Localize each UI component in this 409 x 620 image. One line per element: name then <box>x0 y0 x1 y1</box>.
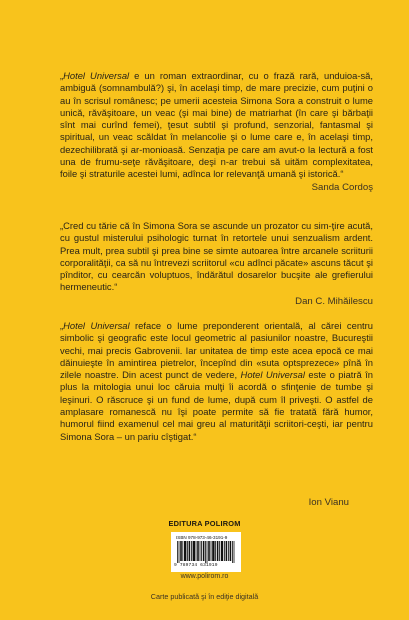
quote-3-body-part-2: este o piatră în plus la mitologia unui loc căruia mulţi îi acordă o sfinţenie de tumbe şi leşinuri. O răscruce şi un fund de lume, după cum îl priveşti. O astfel de amplasare romanescă nu îşi poate permite să fie tratată fără humor, humorul fiind examenul cel mai greu al maturităţii scriitori-ceşti, iar pentru Simona Sora – un pariu cîştigat.“ <box>60 369 373 442</box>
publisher-website: www.polirom.ro <box>180 573 229 580</box>
quote-3-opening: „ <box>60 320 64 331</box>
isbn-barcode <box>171 532 241 572</box>
quote-3-body-part-1: reface o lume preponderent orientală, al cărei centru simbolic şi geografic este locul geometric al pasiunilor noastre, Bucureştii vechi, mai precis Gabrovenii. Iar unitatea de timp este acea epocă ce mai dăinuieşte în amintirea pietrelor, începînd din «suta optsprezece» pînă în zilele noastre. Din acest punct de vedere, <box>60 320 373 381</box>
barcode-icon <box>176 541 236 563</box>
digital-edition-note: Carte publicată şi în ediţie digitală <box>150 592 259 601</box>
quote-3-book-title: Hotel Universal <box>63 320 130 331</box>
review-author-3: Ion Vianu <box>308 497 349 508</box>
barcode-digits: 9 789734 631919 <box>174 563 218 568</box>
review-quote-2: „Cred cu tărie că în Simona Sora se ascunde un prozator cu sim-ţire acută, cu gustul misterului psihologic turnat în retortele unui senzualism ardent. Prea mult, prea subtil şi prea bine se simte autoarea între arcanele scriiturii corporalităţii, ca să nu întrevezi scriitorul «cu adînci păcate» ascuns tăcut şi pînditor, cu cearcăn voluptuos, îndărătul dosarelor bucşite ale grefierului hermeneutic.“ <box>60 220 373 293</box>
review-author-1: Sanda Cordoş <box>311 182 373 193</box>
review-quote-3 <box>60 320 373 443</box>
review-quote-1 <box>60 70 373 181</box>
review-author-2: Dan C. Mihăilescu <box>295 296 373 307</box>
isbn-label: ISBN 978-973-46-3191-9 <box>176 535 228 540</box>
quote-1-book-title: Hotel Universal <box>63 70 130 81</box>
publisher-name: EDITURA POLIROM <box>168 519 241 528</box>
quote-1-opening: „ <box>60 70 64 81</box>
quote-1-body: e un roman extraordinar, cu o frază rară, unduioa-să, ambiguă (somnambulă?) şi, în acelaşi timp, de mare precizie, cum puţini o au în scrisul românesc; pe umerii acesteia Simona Sora a construit o lume unică, răvăşitoare, un veac (şi mai bine) de matriarhat (în care şi bărbaţii sînt mai curînd femei), ţesut subtil şi profund, senzorial, fantasmal şi spiritual, un veac scăldat în melancolie şi o lume care e, în acelaşi timp, dezechilibrată şi ar-monioasă. Senzaţia pe care am avut-o la lectură a fost una de frumu-seţe răvăşitoare, deşi n-ar trebui să uităm complexitatea, foile şi straturile acestei lumi, adînca lor relevanţă umană şi istorică.“ <box>60 70 373 180</box>
quote-3-book-title-2: Hotel Universal <box>240 369 305 381</box>
